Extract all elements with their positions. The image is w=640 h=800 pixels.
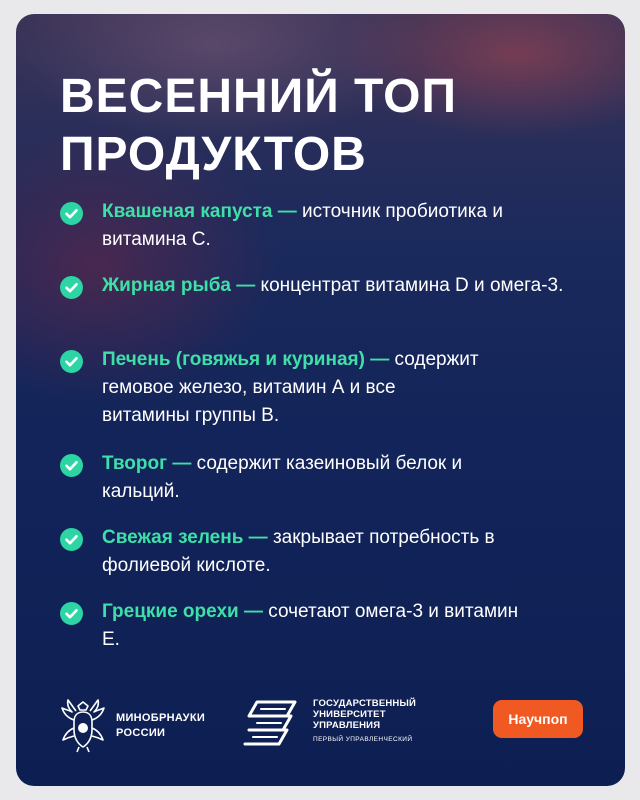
- list-item-description: концентрат витамина D и омега-3.: [255, 275, 564, 296]
- university-tagline: ПЕРВЫЙ УПРАВЛЕНЧЕСКИЙ: [313, 736, 413, 743]
- list-item-highlight: Печень (говяжья и куриная) —: [102, 349, 390, 370]
- ministry-logo-text: [116, 711, 205, 741]
- coat-of-arms-icon: [58, 698, 108, 754]
- ministry-line-1: МИНОБРНАУКИ: [116, 712, 206, 724]
- check-icon: [60, 528, 83, 551]
- list-item-highlight: Творог —: [102, 453, 192, 474]
- post-card: [16, 14, 625, 786]
- university-line-2: УНИВЕРСИТЕТ: [313, 709, 386, 720]
- list-item-text: [102, 524, 572, 580]
- title-line-1: ВЕСЕННИЙ ТОП: [60, 70, 457, 123]
- check-icon: [60, 350, 83, 373]
- list-item-description: содержит гемовое железо, витамин А и все витамины группы В.: [102, 349, 479, 426]
- nauchpop-button[interactable]: Научпоп: [493, 700, 583, 738]
- title-line-2: ПРОДУКТОВ: [60, 128, 367, 181]
- list-item-highlight: Свежая зелень —: [102, 527, 268, 548]
- list-item-description: закрывает потребность в фолиевой кислоте.: [102, 527, 495, 576]
- page-title: [60, 68, 457, 184]
- list-item-highlight: Грецкие орехи —: [102, 601, 263, 622]
- check-icon: [60, 602, 83, 625]
- list-item-text: [102, 598, 522, 654]
- check-icon: [60, 202, 83, 225]
- check-icon: [60, 276, 83, 299]
- list-item-highlight: Квашеная капуста —: [102, 201, 297, 222]
- ministry-line-2: РОССИИ: [116, 727, 166, 739]
- list-item-description: источник пробиотика и витамина С.: [102, 201, 503, 250]
- university-logo-text: [313, 698, 416, 745]
- list-item-text: [102, 272, 592, 300]
- university-line-3: УПРАВЛЕНИЯ: [313, 720, 381, 731]
- list-item-description: содержит казеиновый белок и кальций.: [102, 453, 463, 502]
- list-item-text: [102, 346, 482, 430]
- university-logo-icon: [243, 698, 301, 750]
- check-icon: [60, 454, 83, 477]
- list-item-text: [102, 198, 592, 254]
- university-line-1: ГОСУДАРСТВЕННЫЙ: [313, 698, 417, 709]
- list-item-highlight: Жирная рыба —: [102, 275, 256, 296]
- list-item-text: [102, 450, 522, 506]
- list-item-description: сочетают омега-3 и витамин Е.: [102, 601, 519, 650]
